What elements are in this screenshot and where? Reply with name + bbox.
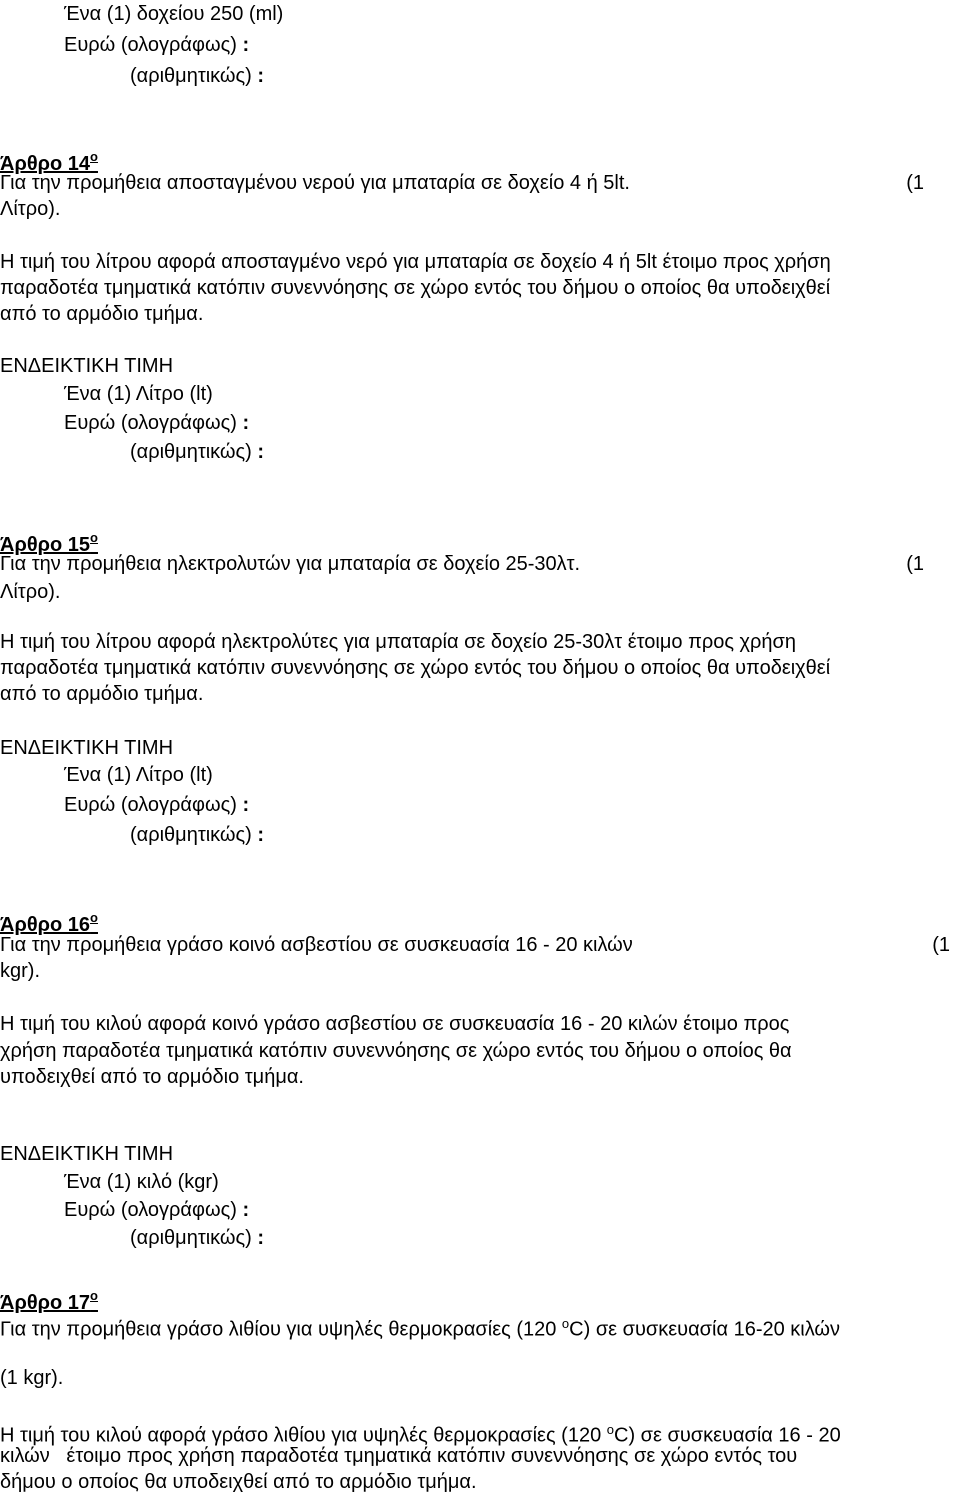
- article-16-line-end: (1: [932, 934, 950, 956]
- article-15-line-end: (1: [906, 553, 924, 575]
- article-15-line: Λίτρο).: [0, 581, 61, 603]
- price-label: ΕΝΔΕΙΚΤΙΚΗ ΤΙΜΗ: [0, 1143, 174, 1165]
- article-16-heading: Άρθρο $16^o$: [0, 910, 98, 936]
- article-16-line: kgr).: [0, 960, 40, 982]
- article-14-desc: Η τιμή του λίτρου αφορά αποσταγμένο νερό για μπαταρία σε δοχείο 4 ή 5lt έτοιμο προς χρήση: [0, 251, 831, 273]
- article-15-heading: Άρθρο $15^o$: [0, 530, 98, 556]
- colon: :: [242, 34, 250, 56]
- price-label: ΕΝΔΕΙΚΤΙΚΗ ΤΙΜΗ: [0, 737, 174, 759]
- price-label: ΕΝΔΕΙΚΤΙΚΗ ΤΙΜΗ: [0, 355, 174, 377]
- numbers-line: (αριθμητικώς) :: [130, 1227, 265, 1249]
- article-17-line: (1 kgr).: [0, 1367, 64, 1389]
- words-line: [64, 33, 249, 57]
- article-17-line: Για την προμήθεια γράσο λιθίου για υψηλές θερμοκρασίες (120 $^o$C) σε συσκευασία 16-20 κιλών: [0, 1316, 841, 1341]
- numbers-line: (αριθμητικώς) :: [130, 824, 265, 846]
- article-16-desc: χρήση παραδοτέα τμηματικά κατόπιν συνεννόησης σε χώρο εντός του δήμου ο οποίος θα: [0, 1040, 792, 1062]
- article-17-heading: Άρθρο $17^o$: [0, 1288, 98, 1314]
- article-14-desc: από το αρμόδιο τμήμα.: [0, 303, 204, 325]
- numbers-label: (αριθμητικώς): [130, 65, 252, 87]
- article-15-desc: παραδοτέα τμηματικά κατόπιν συνεννόησης σε χώρο εντός του δήμου ο οποίος θα υποδειχθεί: [0, 657, 831, 679]
- words-line: Ευρώ (ολογράφως) :: [64, 412, 250, 434]
- unit-line: Ένα (1) δοχείου 250 (ml): [64, 3, 284, 25]
- article-17-desc: Η τιμή του κιλού αφορά γράσο λιθίου για υψηλές θερμοκρασίες (120 $^o$C) σε συσκευασία 16 - 20: [0, 1422, 841, 1447]
- article-14-line-end: (1: [906, 172, 924, 194]
- unit-line: Ένα (1) κιλό (kgr): [64, 1171, 219, 1193]
- article-14-heading: Άρθρο $14^o$: [0, 149, 98, 175]
- article-15-line: Για την προμήθεια ηλεκτρολυτών για μπαταρία σε δοχείο 25-30λτ.: [0, 553, 581, 575]
- article-17-desc: κιλών έτοιμο προς χρήση παραδοτέα τμηματικά κατόπιν συνεννόησης σε χώρο εντός του: [0, 1445, 798, 1467]
- article-16-desc: υποδειχθεί από το αρμόδιο τμήμα.: [0, 1066, 304, 1088]
- numbers-line: [130, 64, 264, 88]
- words-line: Ευρώ (ολογράφως) :: [64, 794, 250, 816]
- article-14-desc: παραδοτέα τμηματικά κατόπιν συνεννόησης σε χώρο εντός του δήμου ο οποίος θα υποδειχθεί: [0, 277, 831, 299]
- article-14-line: Για την προμήθεια αποσταγμένου νερού για μπαταρία σε δοχείο 4 ή 5lt.: [0, 172, 630, 194]
- numbers-line: (αριθμητικώς) :: [130, 441, 265, 463]
- article-15-desc: Η τιμή του λίτρου αφορά ηλεκτρολύτες για μπαταρία σε δοχείο 25-30λτ έτοιμο προς χρήση: [0, 631, 797, 653]
- article-14-line: Λίτρο).: [0, 198, 61, 220]
- words-label: Ευρώ (ολογράφως): [64, 34, 237, 56]
- article-15-desc: από το αρμόδιο τμήμα.: [0, 683, 204, 705]
- unit-line: Ένα (1) Λίτρο (lt): [64, 764, 213, 786]
- article-16-desc: Η τιμή του κιλού αφορά κοινό γράσο ασβεστίου σε συσκευασία 16 - 20 κιλών έτοιμο προς: [0, 1013, 790, 1035]
- article-16-line: Για την προμήθεια γράσο κοινό ασβεστίου σε συσκευασία 16 - 20 κιλών: [0, 934, 633, 956]
- colon: :: [257, 65, 265, 87]
- article-17-desc: δήμου ο οποίος θα υποδειχθεί από το αρμόδιο τμήμα.: [0, 1471, 477, 1493]
- words-line: Ευρώ (ολογράφως) :: [64, 1199, 250, 1221]
- unit-line: Ένα (1) Λίτρο (lt): [64, 383, 213, 405]
